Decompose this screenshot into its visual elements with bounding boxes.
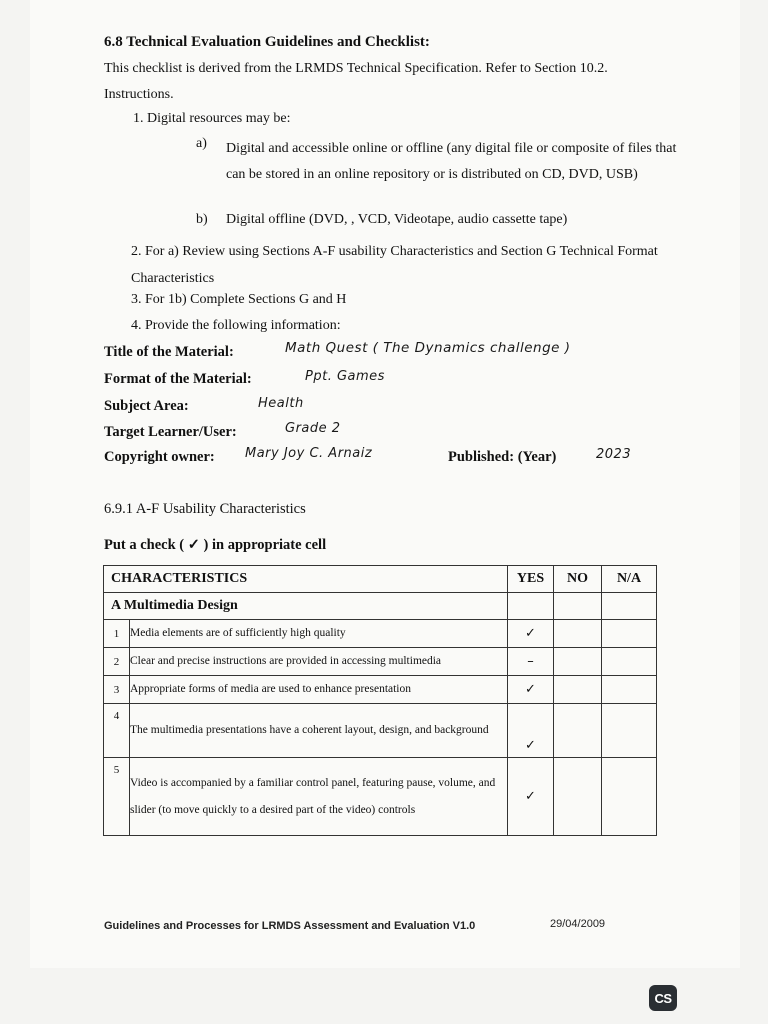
section-a-yes-cell[interactable]: [508, 593, 554, 620]
row-yes-cell[interactable]: ✓: [508, 758, 554, 836]
row-description: Appropriate forms of media are used to enhance presentation: [130, 676, 508, 704]
table-row: [104, 620, 657, 648]
row-description: Video is accompanied by a familiar control panel, featuring pause, volume, and slider (to move quickly to a desired part of the video) controls: [130, 758, 508, 836]
row-no-cell[interactable]: [554, 620, 602, 648]
row-yes-cell[interactable]: ✓: [508, 704, 554, 758]
camscanner-logo-icon: CS: [649, 985, 677, 1011]
row-description: Clear and precise instructions are provided in accessing multimedia: [130, 648, 508, 676]
instruction-item-b-text: Digital offline (DVD, , VCD, Videotape, audio cassette tape): [226, 212, 568, 227]
row-na-cell[interactable]: [602, 648, 657, 676]
row-no-cell[interactable]: [554, 648, 602, 676]
row-yes-cell[interactable]: ✓: [508, 620, 554, 648]
table-row: [104, 648, 657, 676]
row-number: 5: [104, 758, 130, 836]
section-a-no-cell[interactable]: [554, 593, 602, 620]
put-check-instruction: Put a check ( ✓ ) in appropriate cell: [104, 537, 327, 553]
header-no: NO: [554, 566, 602, 593]
instruction-item-3: 3. For 1b) Complete Sections G and H: [131, 292, 347, 307]
subject-value: Health: [258, 396, 304, 411]
published-value: 2023: [596, 447, 632, 462]
title-value: Math Quest ( The Dynamics challenge ): [285, 340, 571, 356]
title-label: Title of the Material:: [104, 344, 234, 360]
instruction-item-a-label: a): [196, 136, 207, 151]
row-description: Media elements are of sufficiently high quality: [130, 620, 508, 648]
row-number: 4: [104, 704, 130, 758]
row-description: The multimedia presentations have a coherent layout, design, and background: [130, 704, 508, 758]
row-yes-cell[interactable]: –: [508, 648, 554, 676]
row-number: 1: [104, 620, 130, 648]
table-row: [104, 758, 657, 836]
usability-checklist-table: [103, 565, 657, 836]
instructions-label: Instructions.: [104, 87, 174, 102]
section-a-heading: A Multimedia Design: [104, 593, 508, 620]
instruction-item-a-text: Digital and accessible online or offline (any digital file or composite of files that can be stored in an online repository or is distributed on CD, DVD, USB): [226, 141, 677, 182]
section-a-row: [104, 593, 657, 620]
row-na-cell[interactable]: [602, 704, 657, 758]
row-no-cell[interactable]: [554, 758, 602, 836]
target-label: Target Learner/User:: [104, 424, 237, 440]
format-value: Ppt. Games: [305, 369, 385, 384]
format-label: Format of the Material:: [104, 371, 252, 387]
row-no-cell[interactable]: [554, 704, 602, 758]
footer-title: Guidelines and Processes for LRMDS Assessment and Evaluation V1.0: [104, 920, 476, 932]
instruction-item-b-label: b): [196, 212, 208, 227]
section-a-na-cell[interactable]: [602, 593, 657, 620]
section-heading: 6.8 Technical Evaluation Guidelines and Checklist:: [104, 34, 430, 50]
published-label: Published: (Year): [448, 449, 557, 465]
copyright-label: Copyright owner:: [104, 449, 215, 465]
footer-date: 29/04/2009: [550, 918, 606, 930]
copyright-value: Mary Joy C. Arnaiz: [245, 446, 373, 461]
row-na-cell[interactable]: [602, 620, 657, 648]
instruction-item-2: 2. For a) Review using Sections A-F usability Characteristics and Section G Technical Format Characteristics: [131, 244, 658, 286]
instruction-item-1: 1. Digital resources may be:: [133, 111, 291, 126]
intro-text: This checklist is derived from the LRMDS Technical Specification. Refer to Section 10.2.: [104, 61, 608, 76]
usability-section-title: 6.9.1 A-F Usability Characteristics: [104, 501, 306, 517]
table-row: [104, 704, 657, 758]
row-number: 3: [104, 676, 130, 704]
instruction-item-4: 4. Provide the following information:: [131, 318, 341, 333]
target-value: Grade 2: [285, 421, 341, 436]
header-yes: YES: [508, 566, 554, 593]
row-number: 2: [104, 648, 130, 676]
subject-label: Subject Area:: [104, 398, 189, 414]
row-yes-cell[interactable]: ✓: [508, 676, 554, 704]
header-characteristics: CHARACTERISTICS: [104, 566, 508, 593]
table-row: [104, 676, 657, 704]
row-na-cell[interactable]: [602, 676, 657, 704]
row-na-cell[interactable]: [602, 758, 657, 836]
row-no-cell[interactable]: [554, 676, 602, 704]
table-header-row: [104, 566, 657, 593]
header-na: N/A: [602, 566, 657, 593]
